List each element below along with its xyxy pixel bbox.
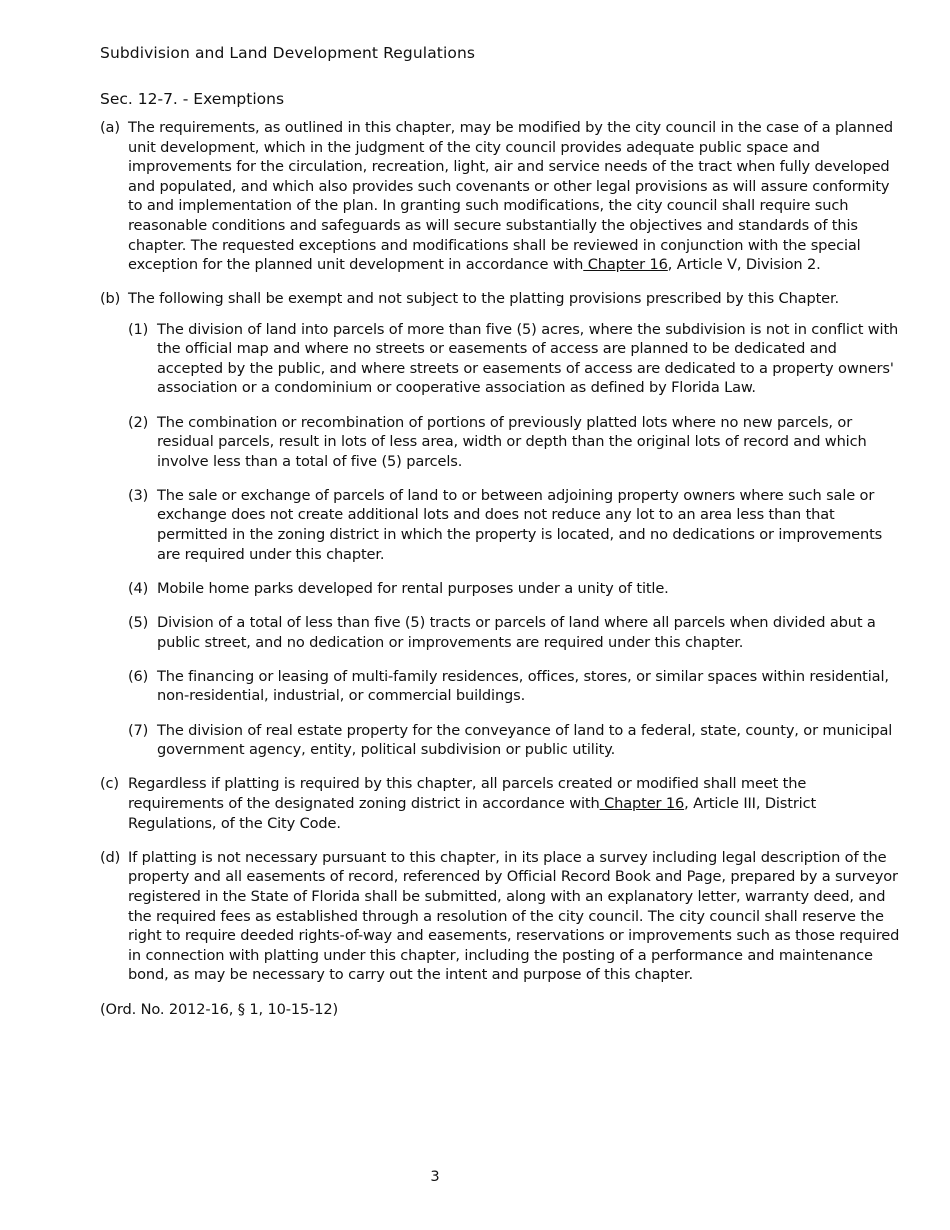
paragraph-text: The following shall be exempt and not subject to the platting provisions prescribed by this Chapter. — [128, 290, 839, 308]
chapter-16-link[interactable]: Chapter 16 — [599, 794, 685, 812]
section-title: Sec. 12-7. - Exemptions — [100, 90, 285, 108]
list-item — [128, 613, 906, 652]
ordinance-reference: (Ord. No. 2012-16, § 1, 10-15-12) — [100, 1000, 339, 1018]
paragraph-marker: (b) — [100, 290, 121, 308]
list-item-marker: (1) — [128, 320, 149, 338]
list-item-text: The division of real estate property for the conveyance of land to a federal, state, county, or municipal government agency, entity, political subdivision or public utility. — [157, 721, 893, 759]
list-item — [128, 579, 906, 599]
list-item-marker: (3) — [128, 486, 149, 504]
list-item — [128, 721, 906, 760]
paragraph-c — [100, 774, 906, 833]
page-header-title: Subdivision and Land Development Regulations — [100, 44, 476, 62]
page-number: 3 — [430, 1168, 440, 1185]
list-item — [128, 413, 906, 472]
list-item — [128, 667, 906, 706]
list-item-marker: (4) — [128, 579, 149, 597]
list-item-marker: (6) — [128, 667, 149, 685]
exemption-list — [128, 320, 906, 760]
list-item-text: The combination or recombination of portions of previously platted lots where no new parcels, or residual parcels, result in lots of less area, width or depth than the original lots of record and which involve less than a total of five (5) parcels. — [157, 413, 867, 470]
list-item-text: Division of a total of less than five (5) tracts or parcels of land where all parcels when divided abut a public street, and no dedication or improvements are required under this chapter. — [157, 614, 876, 651]
list-item-text: The sale or exchange of parcels of land to or between adjoining property owners where such sale or exchange does not create additional lots and does not reduce any lot to an area less than that permitted in the zoning district in which the property is located, and no dedications or improvements are required under this chapter. — [157, 486, 883, 563]
list-item-text: The financing or leasing of multi-family residences, offices, stores, or similar spaces within residential, non-residential, industrial, or commercial buildings. — [157, 667, 889, 705]
paragraph-a-text: The requirements, as outlined in this chapter, may be modified by the city council in the case of a planned unit development, which in the judgment of the city council provides adequate public space and improvements for the circulation, recreation, light, air and service needs of the tract when fully developed and populated, and which also provides such covenants or other legal provisions as will assure conformity to and implementation of the plan. In granting such modifications, the city council shall require such reasonable conditions and safeguards as will secure substantially the objectives and standards of this chapter. The requested exceptions and modifications shall be reviewed in conjunction with the special exception for the planned unit development in accordance with — [128, 119, 893, 274]
paragraph-marker: (d) — [100, 848, 121, 866]
paragraph-text — [128, 774, 906, 833]
paragraph-d — [100, 848, 906, 985]
paragraph-marker: (a) — [100, 119, 120, 136]
paragraph-c-text: Regardless if platting is required by this chapter, all parcels created or modified shall meet the requirements of the designated zoning district in accordance with — [128, 775, 807, 812]
paragraph-c-after: , Article III, District Regulations, of the City Code. — [128, 794, 817, 832]
section-content — [100, 118, 906, 1019]
paragraph-marker: (c) — [100, 775, 119, 793]
list-item-marker: (2) — [128, 413, 149, 431]
list-item — [128, 320, 906, 398]
paragraph-a-after: , Article V, Division 2. — [667, 256, 821, 274]
chapter-16-link[interactable]: Chapter 16 — [583, 256, 668, 274]
list-item-text: Mobile home parks developed for rental purposes under a unity of title. — [157, 579, 669, 597]
paragraph-b — [100, 289, 906, 309]
list-item — [128, 486, 906, 564]
list-item-marker: (7) — [128, 721, 149, 739]
paragraph-text: If platting is not necessary pursuant to this chapter, in its place a survey including legal description of the property and all easements of record, referenced by Official Record Book and Page, prepared by a surveyor registered in the State of Florida shall be submitted, along with an explanatory letter, warranty deed, and the required fees as established through a resolution of the city council. The city council shall reserve the right to require deeded rights-of-way and easements, reservations or improvements such as those required in connection with platting under this chapter, including the posting of a performance and maintenance bond, as may be necessary to carry out the intent and purpose of this chapter. — [128, 848, 900, 984]
paragraph-text — [128, 118, 906, 275]
list-item-text: The division of land into parcels of more than five (5) acres, where the subdivision is not in conflict with the official map and where no streets or easements of access are planned to be dedicated and accepted by the public, and where streets or easements of access are dedicated to a property owners' association or a condominium or cooperative association as defined by Florida Law. — [157, 320, 899, 397]
list-item-marker: (5) — [128, 614, 149, 632]
paragraph-a — [100, 118, 906, 275]
